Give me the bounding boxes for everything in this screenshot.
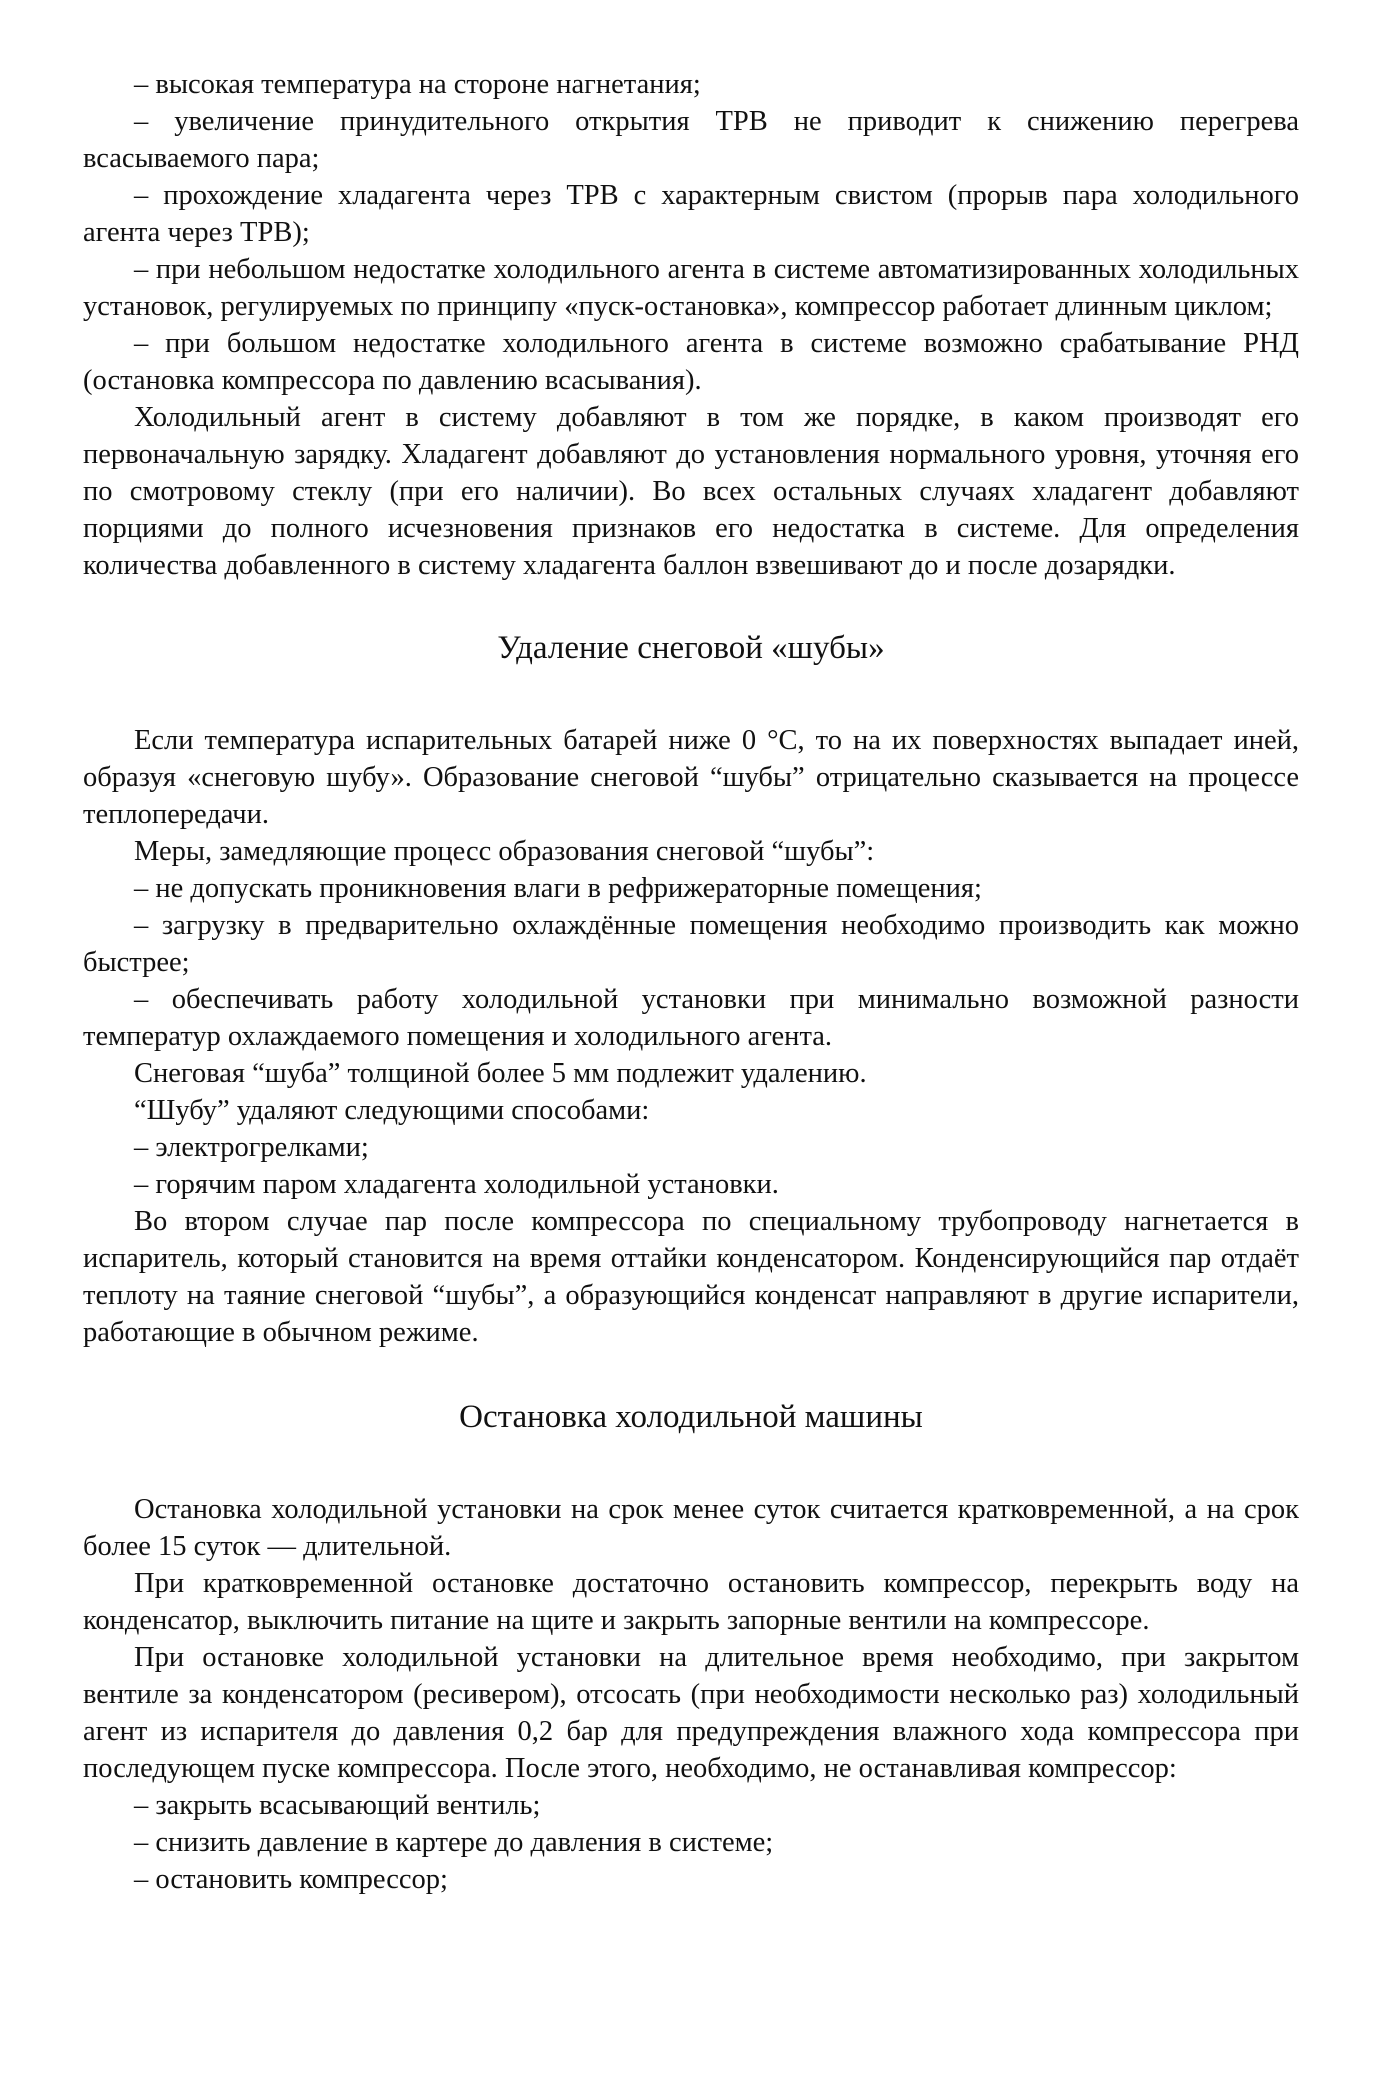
list-item: – электрогрелками; (134, 1132, 369, 1163)
list-item: – при небольшом недостатке холодильного агента в системе автоматизированных холодильных установок, регулируемых по принципу «пуск-остановка», компрессор работает длинным циклом; (83, 254, 1299, 322)
list-item: – закрыть всасывающий вентиль; (134, 1790, 541, 1821)
list-item: – высокая температура на стороне нагнетания; (134, 69, 701, 100)
paragraph-hot-vapor: Во втором случае пар после компрессора по специальному трубопроводу нагнетается в испаритель, который становится на время оттайки конденсатором. Конденсирующийся пар отдаёт теплоту на таяние снеговой “шубы”, а образующийся конденсат направляют в другие испарители, работающие в обычном режиме. (83, 1206, 1299, 1348)
methods-heading: “Шубу” удаляют следующими способами: (134, 1095, 650, 1126)
paragraph-short-shutdown: При кратковременной остановке достаточно остановить компрессор, перекрыть воду на конденсатор, выключить питание на щите и закрыть запорные вентили на компрессоре. (83, 1568, 1299, 1636)
measures-heading: Меры, замедляющие процесс образования снеговой “шубы”: (134, 836, 875, 867)
list-item: – снизить давление в картере до давления в системе; (134, 1827, 774, 1858)
list-item: – при большом недостатке холодильного агента в системе возможно срабатывание РНД (остановка компрессора по давлению всасывания). (83, 328, 1299, 396)
list-item: – увеличение принудительного открытия ТРВ не приводит к снижению перегрева всасываемого пара; (83, 106, 1299, 174)
list-item: – обеспечивать работу холодильной установки при минимально возможной разности температур охлаждаемого помещения и холодильного агента. (83, 984, 1299, 1052)
list-item: – загрузку в предварительно охлаждённые помещения необходимо производить как можно быстрее; (83, 910, 1299, 978)
list-item: – прохождение хладагента через ТРВ с характерным свистом (прорыв пара холодильного агента через ТРВ); (83, 180, 1299, 248)
section-title-machine-shutdown: Остановка холодильной машины (459, 1399, 923, 1435)
list-item: – остановить компрессор; (134, 1864, 448, 1895)
paragraph-shutdown-terms: Остановка холодильной установки на срок менее суток считается кратковременной, а на срок более 15 суток — длительной. (83, 1494, 1299, 1562)
paragraph-refrigerant-addition: Холодильный агент в систему добавляют в том же порядке, в каком производят его первоначальную зарядку. Хладагент добавляют до установления нормального уровня, уточняя его по смотровому стеклу (при его наличии). Во всех остальных случаях хладагент добавляют порциями до полного исчезновения признаков его недостатка в системе. Для определения количества добавленного в систему хладагента баллон взвешивают до и после дозарядки. (83, 402, 1299, 581)
list-item: – горячим паром хладагента холодильной установки. (134, 1169, 779, 1200)
paragraph-long-shutdown: При остановке холодильной установки на длительное время необходимо, при закрытом вентиле за конденсатором (ресивером), отсосать (при необходимости несколько раз) холодильный агент из испарителя до давления 0,2 бар для предупреждения влажного хода компрессора при последующем пуске компрессора. После этого, необходимо, не останавливая компрессор: (83, 1642, 1299, 1784)
paragraph-intro: Если температура испарительных батарей ниже 0 °С, то на их поверхностях выпадает иней, образуя «снеговую шубу». Образование снеговой “шубы” отрицательно сказывается на процессе теплопередачи. (83, 725, 1299, 830)
paragraph-thickness: Снеговая “шуба” толщиной более 5 мм подлежит удалению. (134, 1058, 867, 1089)
list-item: – не допускать проникновения влаги в рефрижераторные помещения; (134, 873, 982, 904)
section-title-snow-coat: Удаление снеговой «шубы» (497, 630, 885, 666)
